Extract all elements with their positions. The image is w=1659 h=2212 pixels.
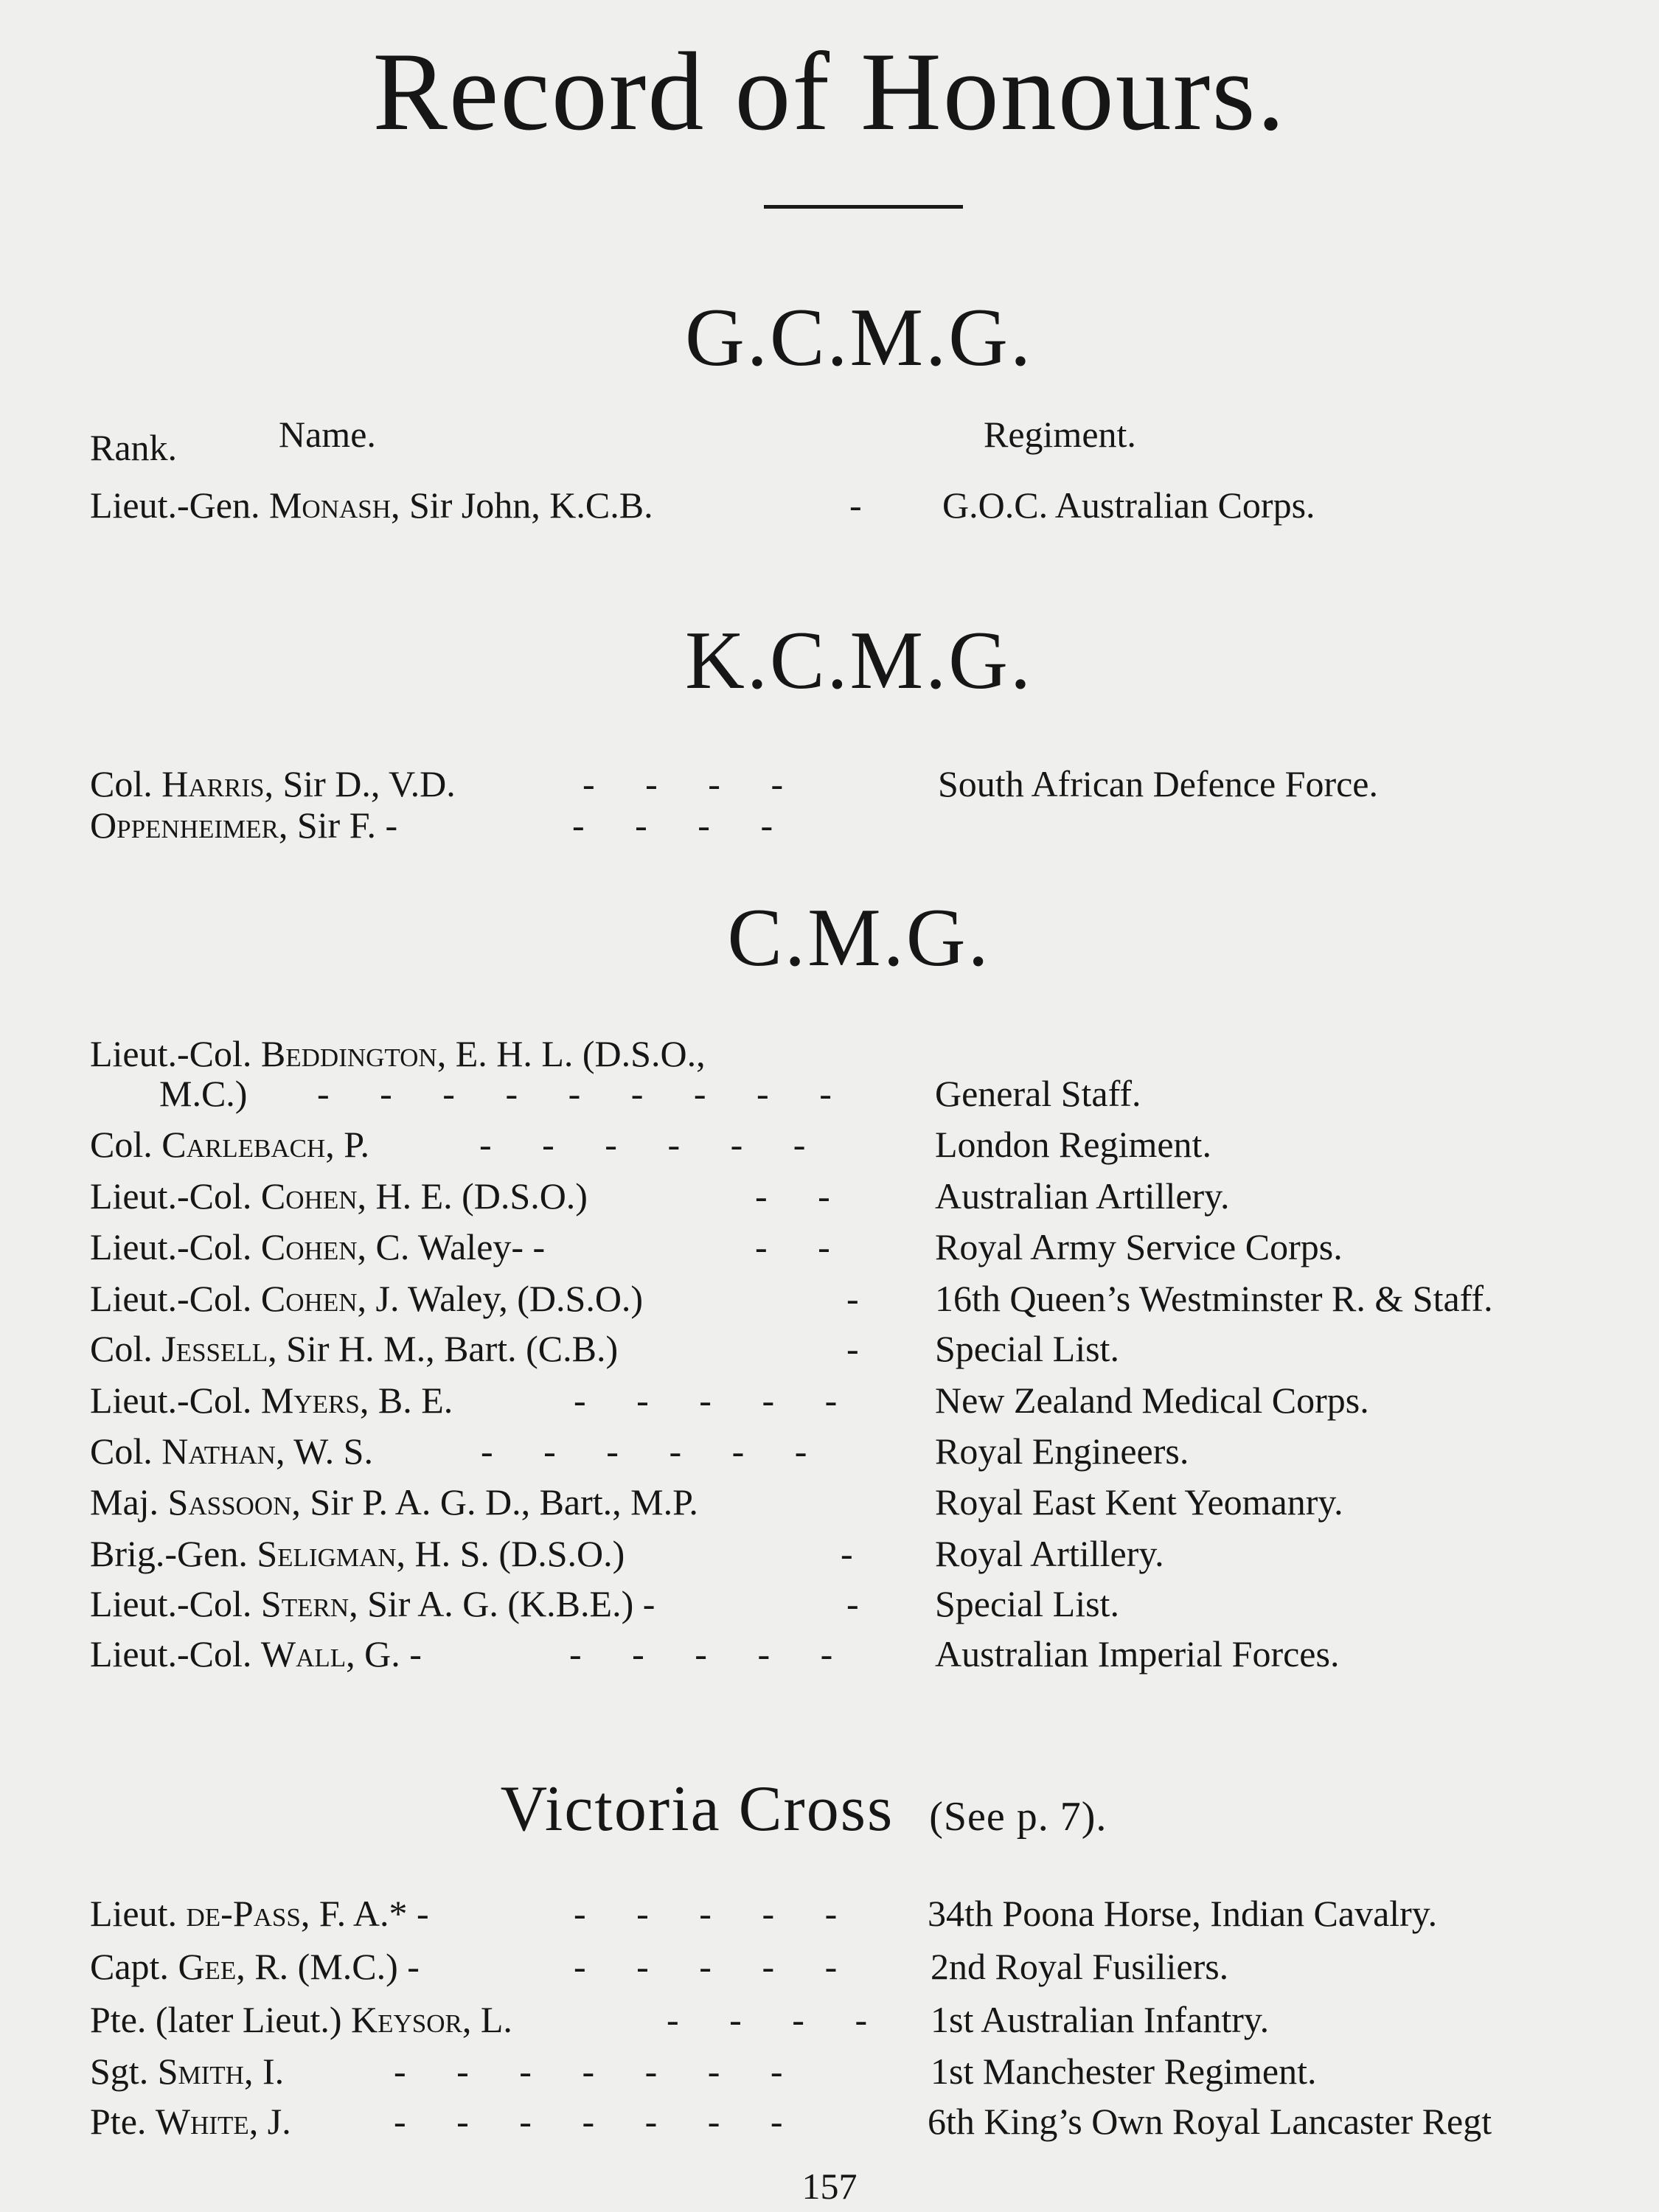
entry-name: M.C.) [159, 1073, 248, 1114]
table-row [0, 1280, 1659, 1327]
entry-regiment: London Regiment. [935, 1124, 1211, 1165]
entry-name: Brig.-Gen. Seligman, H. S. (D.S.O.) [90, 1533, 625, 1574]
table-row [0, 1382, 1659, 1429]
section-heading-text: Victoria Cross [500, 1773, 894, 1845]
table-row [0, 1330, 1659, 1377]
leader-dashes: - - - - - - - [394, 2051, 783, 2092]
entry-regiment: General Staff. [935, 1073, 1141, 1114]
entry-name: Lieut.-Col. Stern, Sir A. G. (K.B.E.) - [90, 1583, 655, 1624]
table-row [0, 2103, 1659, 2150]
entry-name: Col. Nathan, W. S. [90, 1430, 373, 1472]
table-row [0, 484, 1659, 534]
entry-name: Oppenheimer, Sir F. - [90, 804, 398, 846]
entry-name: Lieut.-Col. Wall, G. - [90, 1633, 422, 1674]
column-header-rank: Rank. [90, 427, 178, 468]
table-row [0, 1535, 1659, 1582]
table-row [0, 1948, 1659, 1995]
page-number: 157 [801, 2166, 858, 2207]
leader-dashes: - - - - [582, 763, 784, 804]
entry-regiment: Royal East Kent Yeomanry. [935, 1481, 1343, 1523]
section-heading-cmg: C.M.G. [727, 892, 991, 984]
table-row [0, 2053, 1659, 2100]
entry-name: Lieut.-Col. Cohen, C. Waley- - [90, 1226, 546, 1267]
table-row [0, 1430, 1659, 1480]
entry-regiment: 16th Queen’s Westminster R. & Staff. [935, 1278, 1493, 1319]
leader-dashes: - [846, 1328, 859, 1369]
entry-name: Lieut.-Gen. Monash, Sir John, K.C.B. [90, 484, 653, 526]
leader-dashes: - - - - - - - - - [317, 1073, 832, 1114]
entry-name: Capt. Gee, R. (M.C.) - [90, 1946, 420, 1987]
entry-name: Maj. Sassoon, Sir P. A. G. D., Bart., M.P. [90, 1481, 698, 1523]
leader-dashes: - - - - - [569, 1633, 833, 1674]
entry-regiment: South African Defence Force. [938, 763, 1378, 804]
entry-name: Col. Carlebach, P. [90, 1124, 369, 1165]
leader-dashes: - - [755, 1175, 830, 1217]
entry-name: Lieut.-Col. Cohen, H. E. (D.S.O.) [90, 1175, 588, 1217]
entry-name: Lieut.-Col. Myers, B. E. [90, 1380, 453, 1421]
table-row [0, 804, 1659, 854]
entry-regiment: Special List. [935, 1583, 1119, 1624]
leader-dashes: - - - - [572, 804, 773, 846]
entry-regiment: 1st Australian Infantry. [931, 1999, 1270, 2040]
see-page-note: (See p. 7). [929, 1794, 1107, 1840]
title-rule [764, 205, 963, 209]
entry-name: Lieut. de-Pass, F. A.* - [90, 1893, 429, 1934]
section-heading-gcmg: G.C.M.G. [684, 292, 1034, 383]
page-title: Record of Honours. [372, 29, 1287, 153]
leader-dashes: - [841, 1533, 853, 1574]
table-row [0, 1075, 1659, 1122]
entry-regiment: Australian Imperial Forces. [935, 1633, 1340, 1674]
leader-dashes: - - - - - [574, 1380, 838, 1421]
leader-dashes: - - [755, 1226, 830, 1267]
leader-dashes: - - - - [667, 1999, 868, 2040]
column-header-name: Name. [279, 414, 376, 455]
leader-dashes: - - - - - - [479, 1124, 806, 1165]
entry-regiment: Special List. [935, 1328, 1119, 1369]
table-row [0, 2001, 1659, 2048]
section-heading-victoria-cross [0, 1773, 1607, 1845]
entry-name: Sgt. Smith, I. [90, 2051, 285, 2092]
entry-regiment: 34th Poona Horse, Indian Cavalry. [928, 1893, 1438, 1934]
table-row [0, 1481, 1659, 1531]
entry-regiment: New Zealand Medical Corps. [935, 1380, 1369, 1421]
column-header-regiment: Regiment. [984, 414, 1136, 455]
leader-dashes: - [846, 1583, 859, 1624]
entry-name: Lieut.-Col. Beddington, E. H. L. (D.S.O., [90, 1033, 706, 1074]
leader-dashes: - [846, 1278, 859, 1319]
entry-name: Pte. (later Lieut.) Keysor, L. [90, 1999, 512, 2040]
table-row [0, 1895, 1659, 1942]
table-row [0, 1126, 1659, 1173]
table-row [0, 1585, 1659, 1632]
entry-regiment: G.O.C. Australian Corps. [942, 484, 1315, 526]
entry-regiment: Royal Artillery. [935, 1533, 1164, 1574]
table-row [0, 1228, 1659, 1276]
leader-dashes: - - - - - - - [394, 2101, 783, 2142]
entry-name: Col. Harris, Sir D., V.D. [90, 763, 456, 804]
leader-dashes: - [849, 484, 862, 526]
entry-regiment: Australian Artillery. [935, 1175, 1230, 1217]
entry-regiment: Royal Engineers. [935, 1430, 1189, 1472]
section-heading-kcmg: K.C.M.G. [684, 615, 1034, 706]
entry-name: Lieut.-Col. Cohen, J. Waley, (D.S.O.) [90, 1278, 644, 1319]
entry-regiment: 1st Manchester Regiment. [931, 2051, 1317, 2092]
table-row [0, 1635, 1659, 1683]
entry-name: Col. Jessell, Sir H. M., Bart. (C.B.) [90, 1328, 619, 1369]
entry-regiment: 6th King’s Own Royal Lancaster Regt [928, 2101, 1492, 2142]
leader-dashes: - - - - - - [481, 1430, 807, 1472]
entry-name: Pte. White, J. [90, 2101, 291, 2142]
entry-regiment: Royal Army Service Corps. [935, 1226, 1343, 1267]
table-row [0, 1175, 1659, 1225]
leader-dashes: - - - - - [574, 1893, 838, 1934]
leader-dashes: - - - - - [574, 1946, 838, 1987]
entry-regiment: 2nd Royal Fusiliers. [931, 1946, 1229, 1987]
